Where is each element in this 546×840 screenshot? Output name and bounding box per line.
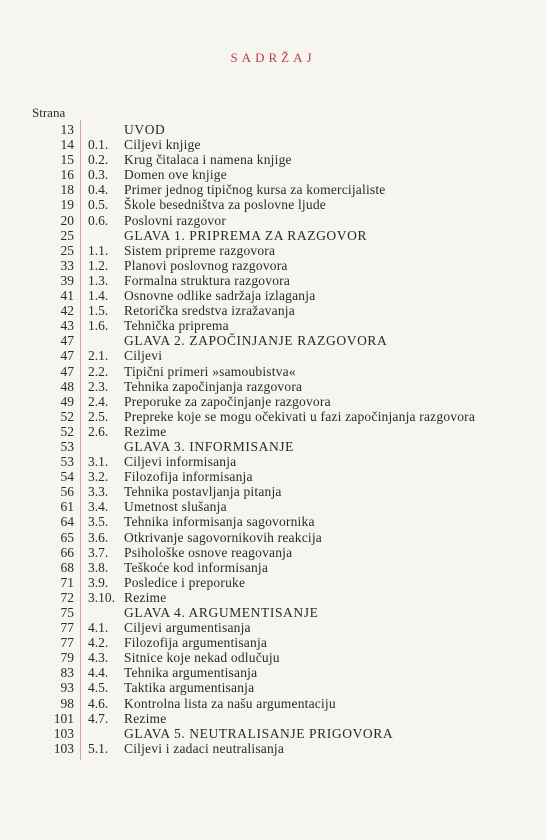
toc-page-number: 47 [60, 363, 74, 379]
toc-section-number: 2.3. [88, 378, 109, 394]
toc-page-number: 72 [60, 589, 74, 605]
toc-section-number: 1.5. [88, 303, 109, 319]
toc-entry-title: Tipični primeri »samoubistva« [124, 363, 296, 379]
toc-page-number: 47 [60, 348, 74, 364]
toc-section-number: 0.4. [88, 182, 109, 198]
toc-entry-title: Umetnost slušanja [124, 499, 227, 515]
toc-entry-title: Prepreke koje se mogu očekivati u fazi započinjanja razgovora [124, 408, 476, 424]
toc-row [30, 454, 530, 469]
toc-section-number: 4.5. [88, 680, 109, 696]
toc-page-number: 41 [60, 288, 74, 304]
toc-section-number: 4.6. [88, 695, 109, 711]
toc-page-number: 18 [60, 182, 74, 198]
toc-chapter-title: GLAVA 3. INFORMISANJE [124, 438, 295, 454]
page-column-label: Strana [32, 105, 66, 120]
toc-row [30, 620, 530, 635]
toc-row [30, 514, 530, 529]
toc-section-number: 0.1. [88, 137, 109, 153]
toc-row [30, 741, 530, 756]
toc-row [30, 650, 530, 665]
toc-entry-title: Ciljevi argumentisanja [124, 620, 251, 636]
toc-row [30, 197, 530, 212]
toc-row [30, 711, 530, 726]
toc-chapter-row [30, 439, 530, 454]
toc-page-number: 98 [60, 695, 74, 711]
toc-row [30, 545, 530, 560]
toc-row [30, 318, 530, 333]
toc-section-number: 2.6. [88, 423, 109, 439]
toc-chapter-row [30, 333, 530, 348]
toc-page-number: 19 [60, 197, 74, 213]
toc-chapter-title: GLAVA 2. ZAPOČINJANJE RAZGOVORA [124, 333, 388, 349]
toc-row [30, 680, 530, 695]
toc-section-number: 3.2. [88, 469, 109, 485]
toc-row [30, 288, 530, 303]
toc-section-number: 0.3. [88, 167, 109, 183]
toc-page-number: 42 [60, 303, 74, 319]
toc-entry-title: Taktika argumentisanja [124, 680, 255, 696]
toc-row [30, 484, 530, 499]
toc-row [30, 379, 530, 394]
toc-page-number: 14 [60, 137, 74, 153]
toc-page-number: 53 [60, 438, 74, 454]
toc-row [30, 424, 530, 439]
toc-section-number: 2.2. [88, 363, 109, 379]
toc-page-number: 33 [60, 257, 74, 273]
toc-row [30, 182, 530, 197]
toc-row [30, 409, 530, 424]
toc-page-number: 66 [60, 544, 74, 560]
toc-page-number: 48 [60, 378, 74, 394]
toc-row [30, 665, 530, 680]
toc-section-number: 4.3. [88, 650, 109, 666]
toc-row [30, 348, 530, 363]
toc-entry-title: Filozofija informisanja [124, 469, 253, 485]
toc-page-number: 75 [60, 605, 74, 620]
toc-page-number: 16 [60, 167, 74, 183]
toc-page-number: 93 [60, 680, 74, 696]
toc-page-number: 71 [60, 574, 74, 590]
toc-entry-title: Tehnička priprema [124, 318, 229, 334]
toc-section-number: 4.4. [88, 665, 109, 681]
toc-page-number: 25 [60, 242, 74, 258]
toc-row [30, 560, 530, 575]
toc-section-number: 2.1. [88, 348, 109, 364]
toc-chapter-row [30, 726, 530, 741]
toc-entry-title: Ciljevi i zadaci neutralisanja [124, 740, 285, 756]
toc-row [30, 258, 530, 273]
toc-row [30, 364, 530, 379]
toc-entry-title: Rezime [124, 423, 167, 439]
toc-section-number: 1.6. [88, 318, 109, 334]
toc-entry-title: Kontrolna lista za našu argumentaciju [124, 695, 336, 711]
toc-entry-title: Psihološke osnove reagovanja [124, 544, 293, 560]
toc-row [30, 635, 530, 650]
toc-section-number: 3.7. [88, 544, 109, 560]
toc-page-number: 77 [60, 635, 74, 651]
toc-page-number: 20 [60, 212, 74, 228]
toc-section-number: 1.2. [88, 257, 109, 273]
toc-page-number: 47 [60, 333, 74, 349]
toc-section-number: 1.3. [88, 272, 109, 288]
toc-chapter-title: GLAVA 5. NEUTRALISANJE PRIGOVORA [124, 725, 394, 741]
toc-entry-title: Škole besedništva za poslovne ljude [124, 197, 326, 213]
toc-section-number: 3.10. [88, 589, 115, 605]
toc-row [30, 469, 530, 484]
toc-entry-title: Poslovni razgovor [124, 212, 227, 228]
toc-page-number: 61 [60, 499, 74, 515]
toc-section-number: 3.6. [88, 529, 109, 545]
toc-chapter-row [30, 122, 530, 137]
toc-entry-title: Ciljevi informisanja [124, 454, 237, 470]
toc-page-number: 101 [53, 710, 74, 726]
toc-entry-title: Rezime [124, 589, 167, 605]
toc-page-number: 13 [60, 122, 74, 137]
toc-entry-title: Ciljevi [124, 348, 163, 364]
toc-row [30, 575, 530, 590]
toc-page-number: 83 [60, 665, 74, 681]
toc-entry-title: Tehnika informisanja sagovornika [124, 514, 315, 530]
toc-entry-title: Sistem pripreme razgovora [124, 242, 276, 258]
toc-entry-title: Rezime [124, 710, 167, 726]
toc-row [30, 394, 530, 409]
toc-section-number: 3.3. [88, 484, 109, 500]
toc-chapter-row [30, 605, 530, 620]
toc-entry-title: Otkrivanje sagovornikovih reakcija [124, 529, 322, 545]
toc-entry-title: Teškoće kod informisanja [124, 559, 269, 575]
toc-page-number: 43 [60, 318, 74, 334]
toc-section-number: 1.4. [88, 288, 109, 304]
toc-section-number: 4.1. [88, 620, 109, 636]
toc-row [30, 273, 530, 288]
toc-page-number: 77 [60, 620, 74, 636]
toc-page-number: 39 [60, 272, 74, 288]
toc-row [30, 590, 530, 605]
toc-page-number: 15 [60, 152, 74, 168]
toc-page-number: 53 [60, 454, 74, 470]
toc-page-number: 25 [60, 227, 74, 243]
toc-section-number: 0.5. [88, 197, 109, 213]
toc-chapter-title: GLAVA 4. ARGUMENTISANJE [124, 605, 319, 620]
toc-page-number: 103 [53, 725, 74, 741]
toc-row [30, 137, 530, 152]
toc-page-number: 64 [60, 514, 74, 530]
toc-entry-title: Formalna struktura razgovora [124, 272, 291, 288]
toc-entry-title: Retorička sredstva izražavanja [124, 303, 295, 319]
toc-page-number: 56 [60, 484, 74, 500]
toc-entry-title: Filozofija argumentisanja [124, 635, 268, 651]
toc-section-number: 5.1. [88, 740, 109, 756]
toc-section-number: 4.7. [88, 710, 109, 726]
toc-entry-title: Tehnika argumentisanja [124, 665, 258, 681]
toc-section-number: 3.9. [88, 574, 109, 590]
toc-page-number: 65 [60, 529, 74, 545]
toc-entry-title: Krug čitalaca i namena knjige [124, 152, 292, 168]
toc-section-number: 1.1. [88, 242, 109, 258]
toc-row [30, 152, 530, 167]
toc-page-number: 52 [60, 423, 74, 439]
toc-row [30, 243, 530, 258]
toc-page-number: 103 [53, 740, 74, 756]
toc-entry-title: Sitnice koje nekad odlučuju [124, 650, 280, 666]
toc-chapter-title: UVOD [124, 122, 166, 137]
toc-entry-title: Osnovne odlike sadržaja izlaganja [124, 288, 316, 304]
toc-page-number: 68 [60, 559, 74, 575]
toc-section-number: 2.4. [88, 393, 109, 409]
toc-chapter-row [30, 228, 530, 243]
toc-section-number: 3.8. [88, 559, 109, 575]
toc-entry-title: Primer jednog tipičnog kursa za komercijaliste [124, 182, 386, 198]
toc-entry-title: Tehnika postavljanja pitanja [124, 484, 282, 500]
toc-entry-title: Posledice i preporuke [124, 574, 246, 590]
toc-row [30, 303, 530, 318]
toc-entry-title: Tehnika započinjanja razgovora [124, 378, 303, 394]
toc-section-number: 3.5. [88, 514, 109, 530]
toc-section-number: 3.4. [88, 499, 109, 515]
toc-row [30, 213, 530, 228]
toc-entry-title: Planovi poslovnog razgovora [124, 257, 288, 273]
toc-page-number: 54 [60, 469, 74, 485]
toc-row [30, 499, 530, 514]
toc-section-number: 0.2. [88, 152, 109, 168]
toc-row [30, 696, 530, 711]
toc-entry-title: Ciljevi knjige [124, 137, 201, 153]
toc-entry-title: Preporuke za započinjanje razgovora [124, 393, 331, 409]
toc-section-number: 2.5. [88, 408, 109, 424]
toc-entry-title: Domen ove knjige [124, 167, 227, 183]
toc-section-number: 0.6. [88, 212, 109, 228]
toc-row [30, 167, 530, 182]
toc-page-number: 49 [60, 393, 74, 409]
table-of-contents [30, 122, 530, 756]
toc-page-number: 52 [60, 408, 74, 424]
toc-section-number: 3.1. [88, 454, 109, 470]
toc-page-number: 79 [60, 650, 74, 666]
page-title: SADRŽAJ [230, 50, 316, 65]
toc-section-number: 4.2. [88, 635, 109, 651]
toc-row [30, 530, 530, 545]
toc-chapter-title: GLAVA 1. PRIPREMA ZA RAZGOVOR [124, 227, 368, 243]
